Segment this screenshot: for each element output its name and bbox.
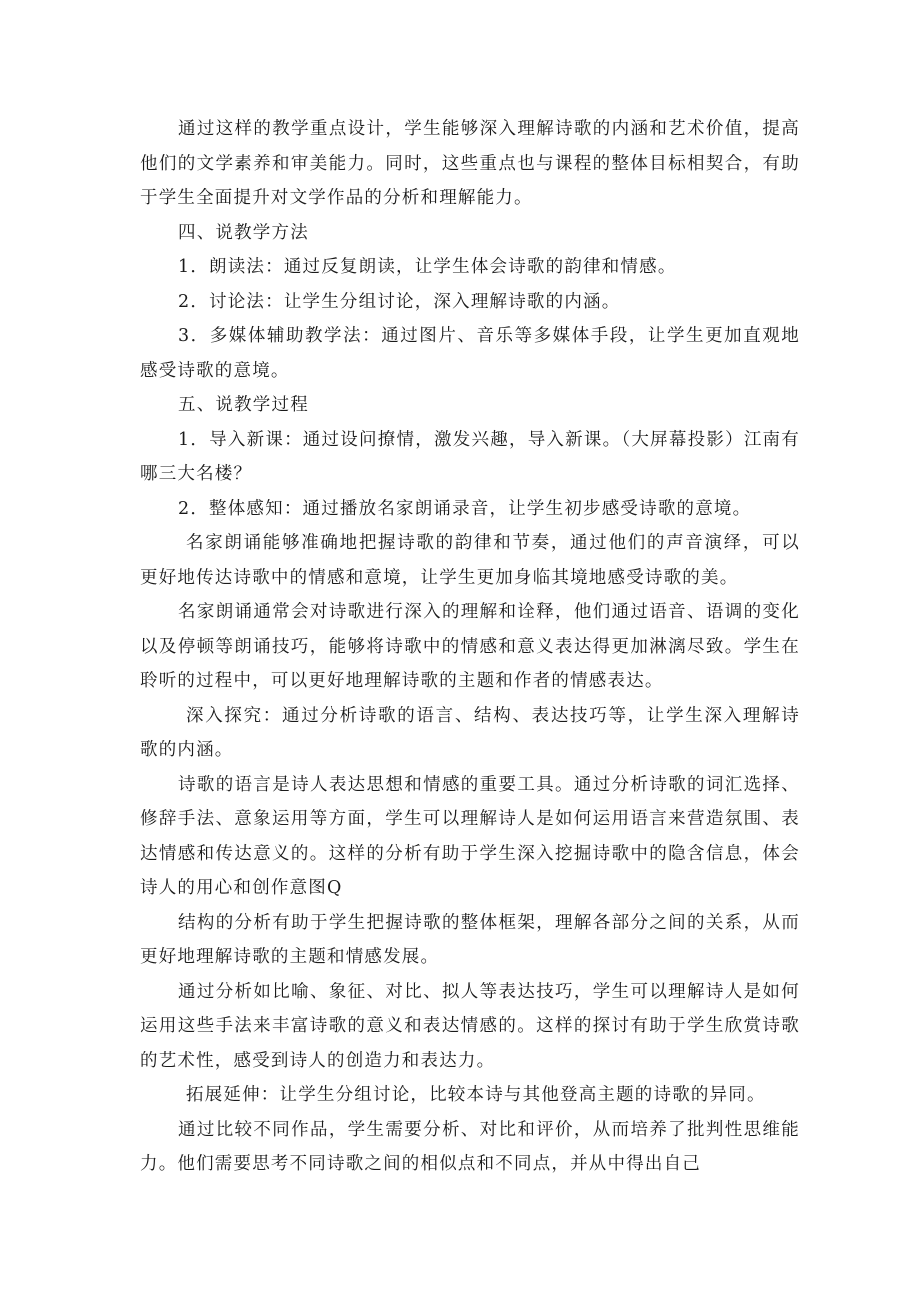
method-discussion: 2．讨论法：让学生分组讨论，深入理解诗歌的内涵。 [178,291,621,312]
paragraph-expression-techniques: 通过分析如比喻、象征、对比、拟人等表达技巧，学生可以理解诗人是如何运用这些手法来丰富诗歌的意义和表达情感的。这样的探讨有助于学生欣赏诗歌的艺术性，感受到诗人的创造力和表达力。 [140,981,800,1071]
paragraph-recitation-interpretation: 名家朗诵通常会对诗歌进行深入的理解和诠释，他们通过语音、语调的变化以及停顿等朗诵技巧，能够将诗歌中的情感和意义表达得更加淋漓尽致。学生在聆听的过程中，可以更好地理解诗歌的主题和作者的情感表达。 [140,602,800,691]
method-reading: 1．朗读法：通过反复朗读，让学生体会诗歌的韵律和情感。 [178,257,677,277]
paragraph-poetic-language: 诗歌的语言是诗人表达思想和情感的重要工具。通过分析诗歌的词汇选择、修辞手法、意象运用等方面，学生可以理解诗人是如何运用语言来营造氛围、表达情感和传达意义的。这样的分析有助于学生深入挖掘诗歌中的隐含信息，体会诗人的用心和创作意图Q [140,774,800,898]
paragraph-structure-analysis: 结构的分析有助于学生把握诗歌的整体框架，理解各部分之间的关系，从而更好地理解诗歌的主题和情感发展。 [140,912,800,967]
paragraph-deep-inquiry: 深入探究：通过分析诗歌的语言、结构、表达技巧等，让学生深入理解诗歌的内涵。 [140,705,800,760]
document-body [140,112,800,1182]
heading-teaching-methods: 四、说教学方法 [178,222,309,243]
heading-teaching-process: 五、说教学过程 [178,395,309,415]
method-multimedia: 3．多媒体辅助教学法：通过图片、音乐等多媒体手段，让学生更加直观地感受诗歌的意境。 [140,326,800,381]
paragraph-teaching-focus-summary: 通过这样的教学重点设计，学生能够深入理解诗歌的内涵和艺术价值，提高他们的文学素养和审美能力。同时，这些重点也与课程的整体目标相契合，有助于学生全面提升对文学作品的分析和理解能力。 [140,119,800,208]
paragraph-comparison: 通过比较不同作品，学生需要分析、对比和评价，从而培养了批判性思维能力。他们需要思考不同诗歌之间的相似点和不同点，并从中得出自己 [140,1119,800,1174]
process-overall-perception: 2．整体感知：通过播放名家朗诵录音，让学生初步感受诗歌的意境。 [178,498,752,519]
process-introduction: 1．导入新课：通过设问撩情，激发兴趣，导入新课。（大屏幕投影）江南有哪三大名楼？ [140,429,800,484]
paragraph-extension: 拓展延伸：让学生分组讨论，比较本诗与其他登高主题的诗歌的异同。 [186,1085,766,1105]
paragraph-recitation-rhythm: 名家朗诵能够准确地把握诗歌的韵律和节奏，通过他们的声音演绎，可以更好地传达诗歌中的情感和意境，让学生更加身临其境地感受诗歌的美。 [140,533,800,588]
